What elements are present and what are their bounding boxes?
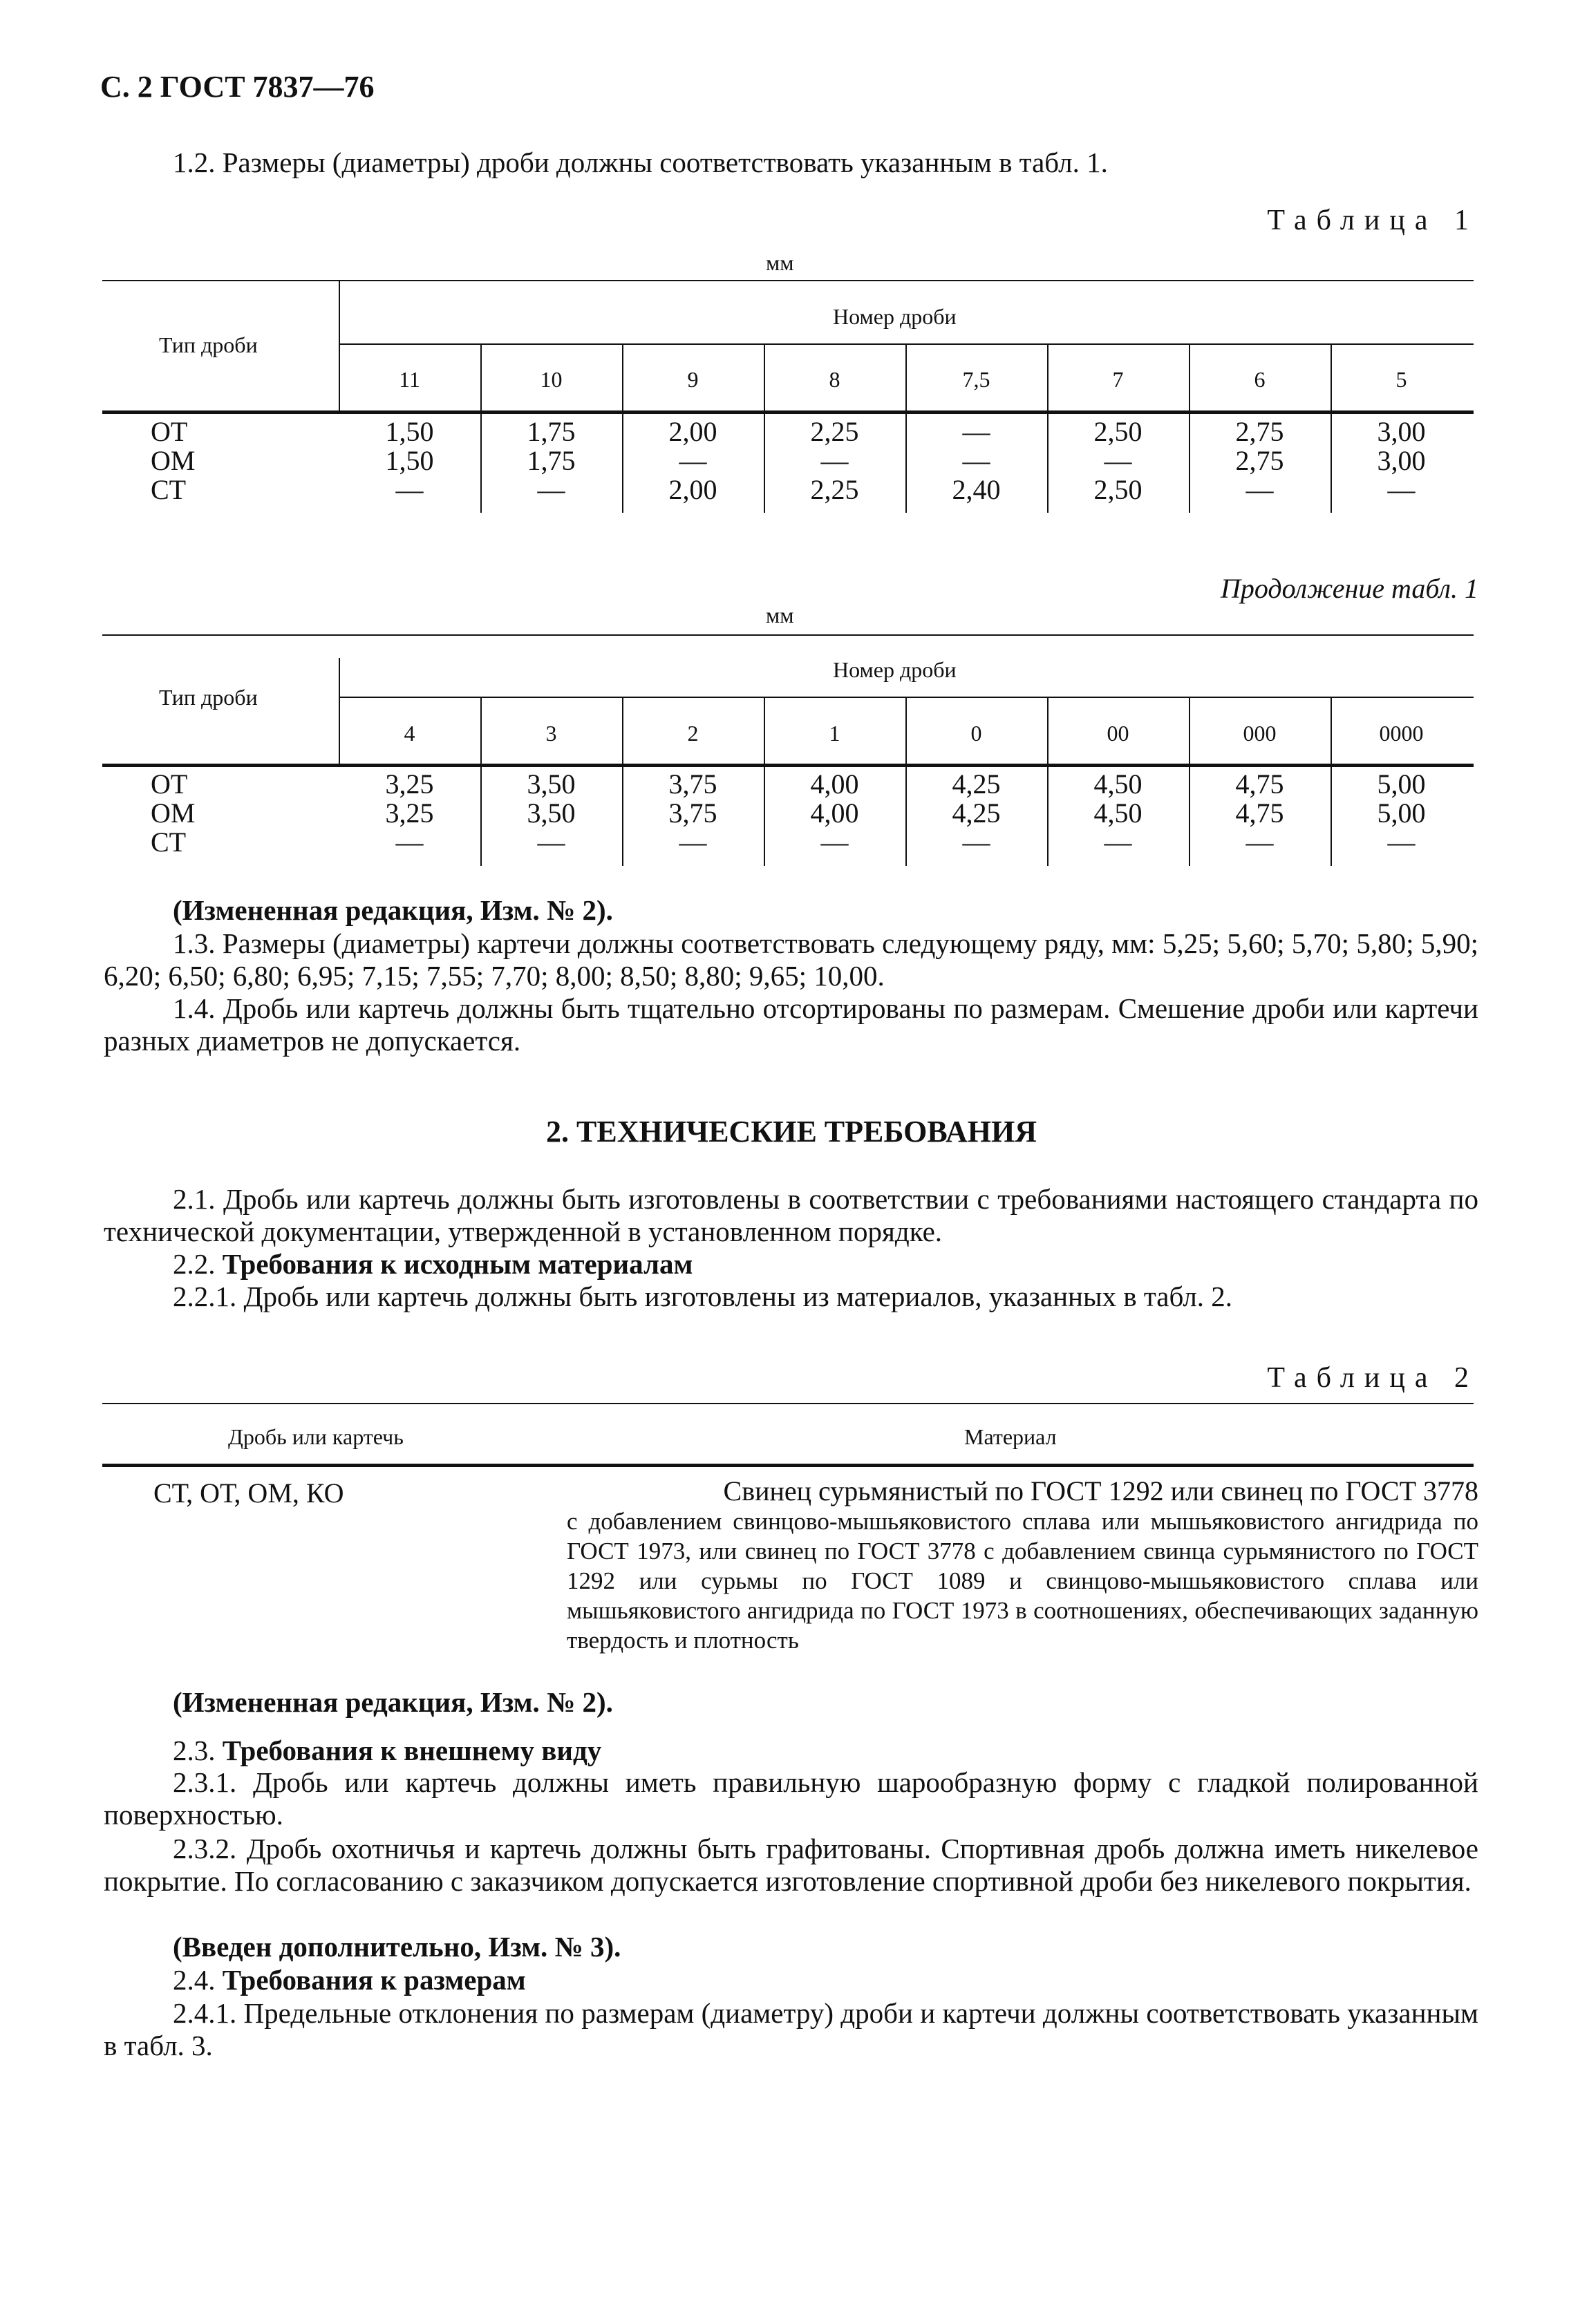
paragraph-1-2-text: 1.2. Размеры (диаметры) дроби должны соответствовать указанным в табл. 1. xyxy=(173,147,1108,178)
table1-number-1: 10 xyxy=(540,367,563,392)
table1-cell: 2,50 xyxy=(1093,416,1143,447)
table1b-cell: — xyxy=(1104,826,1132,858)
table1-cell: 2,25 xyxy=(810,474,859,505)
paragraph-1-4-text: 1.4. Дробь или картечь должны быть тщательно отсортированы по размерам. Смешение дроби или картечи разных диаметров не допускается. xyxy=(104,992,1478,1057)
table1b-cell: 4,25 xyxy=(952,797,1001,829)
table1-cell: — xyxy=(962,416,990,447)
table1-cell: — xyxy=(1245,474,1274,505)
table1-cell: 2,40 xyxy=(952,474,1001,505)
paragraph-2-4 xyxy=(104,1964,1478,1996)
table1b-number-2: 2 xyxy=(687,721,699,746)
table1-number-4: 7,5 xyxy=(962,367,990,392)
table1b-cell: — xyxy=(395,826,424,858)
table1-number-7: 5 xyxy=(1395,367,1407,392)
paragraph-1-4 xyxy=(104,992,1478,1057)
table1b-cell: 4,75 xyxy=(1235,768,1284,800)
table1-number-6: 6 xyxy=(1254,367,1266,392)
table1b-number-3: 1 xyxy=(829,721,840,746)
paragraph-1-3 xyxy=(104,927,1478,992)
table1-cell: — xyxy=(962,445,990,476)
table1-col-type: Тип дроби xyxy=(159,332,258,357)
paragraph-2-3-1-text: 2.3.1. Дробь или картечь должны иметь правильную шарообразную форму с гладкой полированной поверхностью. xyxy=(104,1766,1478,1831)
paragraph-2-2-title: Требования к исходным материалам xyxy=(222,1248,693,1280)
paragraph-2-2-1-text: 2.2.1. Дробь или картечь должны быть изготовлены из материалов, указанных в табл. 2. xyxy=(173,1281,1233,1312)
table1b-row-type: ОМ xyxy=(151,797,196,829)
table1-cell: — xyxy=(537,474,565,505)
table1-header-rule xyxy=(102,410,1474,414)
paragraph-2-1 xyxy=(104,1183,1478,1248)
table1-cell: 1,75 xyxy=(527,416,576,447)
amendment-2-text: (Измененная редакция, Изм. № 2). xyxy=(173,1686,613,1718)
paragraph-1-3-text: 1.3. Размеры (диаметры) картечи должны соответствовать следующему ряду, мм: 5,25; 5,60; 5,70; 5,80; 5,90; 6,20; 6,50; 6,80; 6,95; 7,15; 7,55; 7,70; 8,00; 8,50; 8,80; 9,65; 10,00. xyxy=(104,927,1478,992)
table1b-cell: — xyxy=(537,826,565,858)
table1-row-type: ОТ xyxy=(151,416,188,447)
paragraph-2-2-1 xyxy=(104,1281,1478,1313)
table1b-number-5: 00 xyxy=(1107,721,1129,746)
paragraph-2-4-1 xyxy=(104,1997,1478,2062)
table1b-cell: 3,75 xyxy=(668,768,717,800)
table2-material-line1: Свинец сурьмянистый по ГОСТ 1292 или свинец по ГОСТ 3778 xyxy=(723,1475,1478,1506)
paragraph-2-4-num: 2.4. xyxy=(173,1964,216,1996)
table1b-cell: 3,25 xyxy=(385,768,434,800)
table1b-cell: 3,25 xyxy=(385,797,434,829)
table1-cell: 1,50 xyxy=(385,445,434,476)
table1-number-0: 11 xyxy=(399,367,420,392)
paragraph-2-3-2 xyxy=(104,1833,1478,1898)
table1-cell: 2,00 xyxy=(668,416,717,447)
table1b-number-1: 3 xyxy=(545,721,557,746)
table1b-number-4: 0 xyxy=(970,721,982,746)
table1b-cell: 4,50 xyxy=(1093,797,1143,829)
table1-number-5: 7 xyxy=(1112,367,1124,392)
table1-number-3: 8 xyxy=(829,367,840,392)
table1b-cell: — xyxy=(820,826,849,858)
table1-row-type: ОМ xyxy=(151,445,196,476)
paragraph-2-3-num: 2.3. xyxy=(173,1735,216,1766)
table1-cell: 2,25 xyxy=(810,416,859,447)
table1-cell: — xyxy=(1104,445,1132,476)
table1b-top-rule xyxy=(102,634,1474,636)
paragraph-2-1-text: 2.1. Дробь или картечь должны быть изготовлены в соответствии с требованиями настоящего стандарта по технической документации, утвержденной в установленном порядке. xyxy=(104,1183,1478,1247)
table1b-cell: 3,50 xyxy=(527,768,576,800)
table2-col2: Материал xyxy=(964,1424,1057,1449)
table1b-type-divider xyxy=(339,658,340,764)
table1b-cell: 4,00 xyxy=(810,768,859,800)
amendment-1-text: (Измененная редакция, Изм. № 2). xyxy=(173,894,613,926)
table1-cell: — xyxy=(679,445,707,476)
paragraph-2-3-2-text: 2.3.2. Дробь охотничья и картечь должны быть графитованы. Спортивная дробь должна иметь никелевое покрытие. По согласованию с заказчиком допускается изготовление спортивной дроби без никелевого покрытия. xyxy=(104,1833,1478,1897)
table1b-row-type: ОТ xyxy=(151,768,188,800)
table1-cell: 3,00 xyxy=(1377,416,1426,447)
table1-col-group: Номер дроби xyxy=(833,304,957,329)
table1b-number-0: 4 xyxy=(404,721,415,746)
table2-header-rule xyxy=(102,1464,1474,1467)
table1b-cell: 4,25 xyxy=(952,768,1001,800)
table1-cell: — xyxy=(395,474,424,505)
table1b-cell: 4,50 xyxy=(1093,768,1143,800)
table1b-cell: 3,75 xyxy=(668,797,717,829)
paragraph-2-3 xyxy=(104,1735,1478,1767)
table1-cell: 3,00 xyxy=(1377,445,1426,476)
paragraph-2-2-num: 2.2. xyxy=(173,1248,216,1280)
table1b-unit: мм xyxy=(766,603,794,627)
table1b-cell: 4,00 xyxy=(810,797,859,829)
table1-cell: 2,75 xyxy=(1235,416,1284,447)
table1b-number-6: 000 xyxy=(1243,721,1277,746)
table1-cell: — xyxy=(1387,474,1416,505)
table1-caption: Таблица 1 xyxy=(1267,205,1478,236)
table1b-cell: 5,00 xyxy=(1377,768,1426,800)
table1-top-rule xyxy=(102,280,1474,281)
table1b-cell: — xyxy=(1387,826,1416,858)
table1b-col-type: Тип дроби xyxy=(159,685,258,710)
table1-cell: 2,75 xyxy=(1235,445,1284,476)
table1-cell: 2,00 xyxy=(668,474,717,505)
table1b-header-rule xyxy=(102,764,1474,767)
amendment-2 xyxy=(104,1686,1478,1719)
section-2-title: 2. ТЕХНИЧЕСКИЕ ТРЕБОВАНИЯ xyxy=(546,1115,1037,1149)
table1-row-type: СТ xyxy=(151,474,187,505)
table2-caption: Таблица 2 xyxy=(1267,1362,1478,1394)
paragraph-2-4-1-text: 2.4.1. Предельные отклонения по размерам (диаметру) дроби и картечи должны соответствовать указанным в табл. 3. xyxy=(104,1997,1478,2061)
paragraph-2-4-title: Требования к размерам xyxy=(222,1964,526,1996)
paragraph-2-2 xyxy=(104,1248,1478,1281)
table1b-cell: 3,50 xyxy=(527,797,576,829)
paragraph-1-2 xyxy=(104,147,1478,179)
table1b-caption: Продолжение табл. 1 xyxy=(1220,573,1478,604)
table1-cell: 1,75 xyxy=(527,445,576,476)
table1-cell: 2,50 xyxy=(1093,474,1143,505)
table1-unit: мм xyxy=(766,250,794,275)
amendment-3 xyxy=(104,1931,1478,1963)
table1-cell: — xyxy=(820,445,849,476)
page-header: С. 2 ГОСТ 7837—76 xyxy=(100,70,375,104)
table2-row-material xyxy=(567,1476,1478,1655)
table2-top-rule xyxy=(102,1403,1474,1404)
table1b-cell: — xyxy=(679,826,707,858)
paragraph-2-3-title: Требования к внешнему виду xyxy=(222,1735,602,1766)
table2-col1: Дробь или картечь xyxy=(228,1424,404,1449)
table2-material-rest: с добавлением свинцово-мышьяковистого сплава или мышьяковистого ангидрида по ГОСТ 1973, или свинец по ГОСТ 3778 с добавлением свинца сурьмянистого по ГОСТ 1292 или сурьмы по ГОСТ 1089 и свинцово-мышьяковистого сплава или мышьяковистого ангидрида по ГОСТ 1973 в соотношениях, обеспечивающих заданную твердость и плотность xyxy=(567,1508,1478,1654)
paragraph-2-3-1 xyxy=(104,1766,1478,1831)
amendment-3-text: (Введен дополнительно, Изм. № 3). xyxy=(173,1931,621,1963)
table1-number-2: 9 xyxy=(687,367,699,392)
table1b-cell: 4,75 xyxy=(1235,797,1284,829)
amendment-1 xyxy=(104,894,1478,927)
table2-row-type: СТ, ОТ, ОМ, КО xyxy=(153,1477,344,1509)
table1b-row-type: СТ xyxy=(151,826,187,858)
table1b-number-7: 0000 xyxy=(1379,721,1424,746)
table1b-col-group: Номер дроби xyxy=(833,657,957,682)
table1b-cell: 5,00 xyxy=(1377,797,1426,829)
table1-cell: 1,50 xyxy=(385,416,434,447)
table1b-cell: — xyxy=(962,826,990,858)
table1b-cell: — xyxy=(1245,826,1274,858)
